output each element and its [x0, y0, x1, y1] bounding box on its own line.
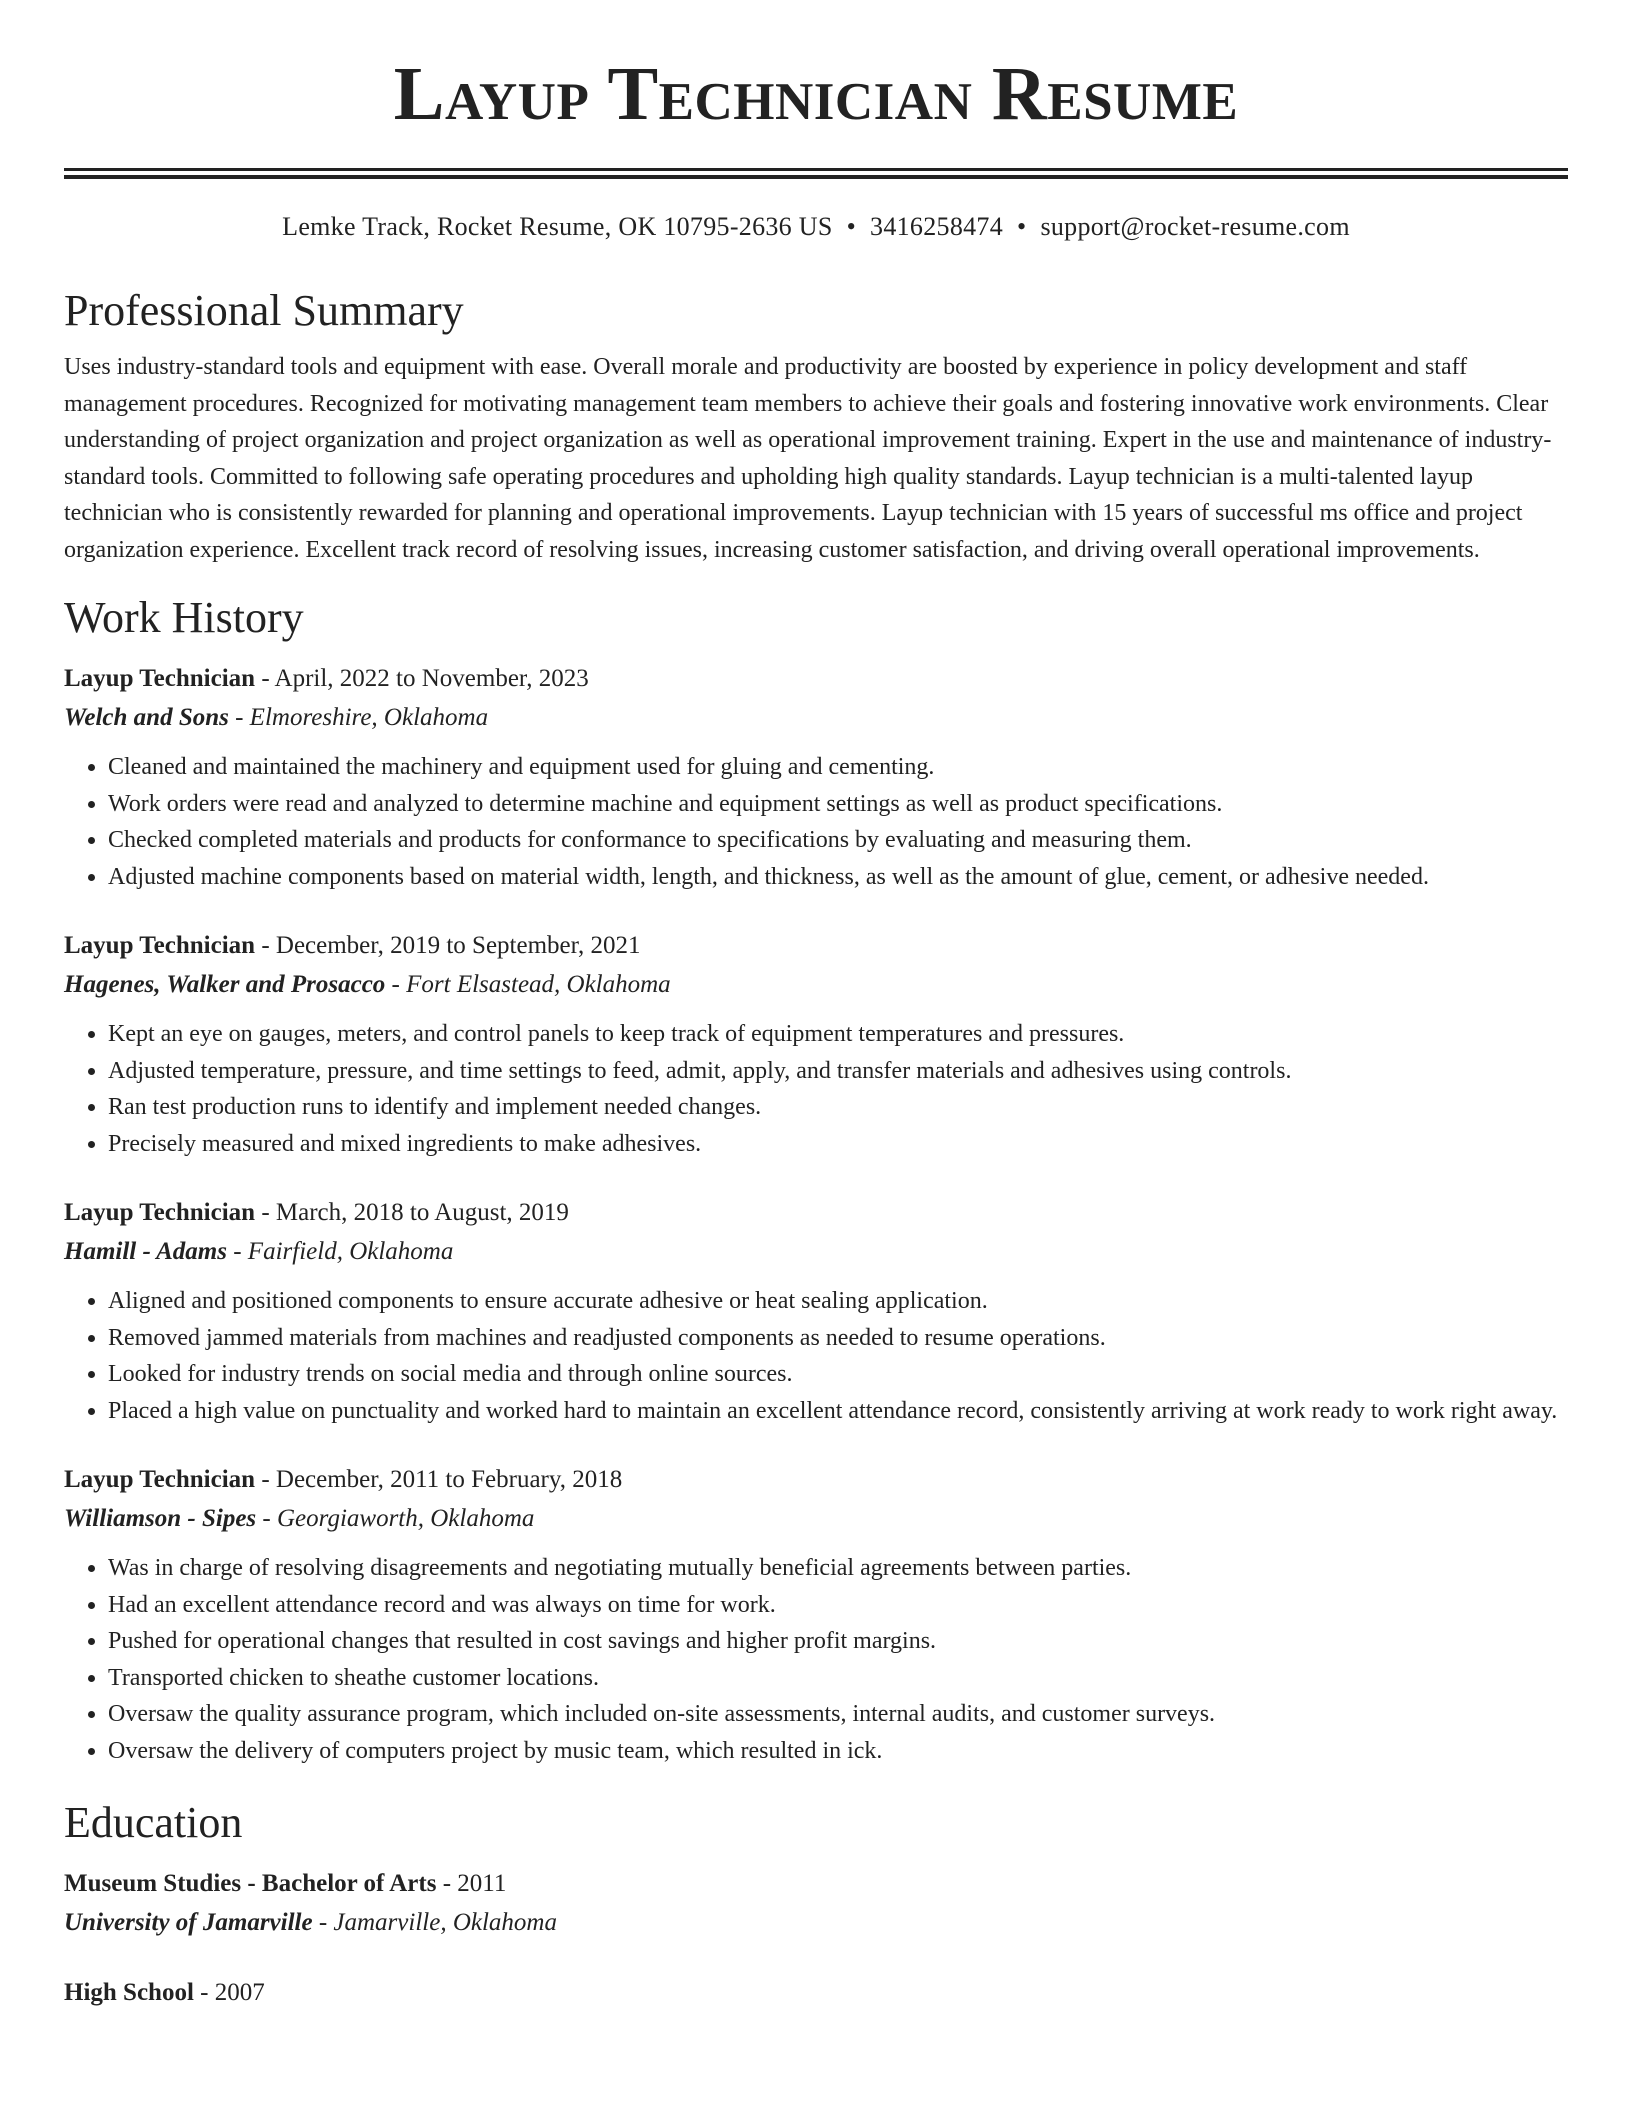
- summary-text: Uses industry-standard tools and equipment with ease. Overall morale and productivity are boosted by experience in policy development and staff management procedures. Recognized for motivating management team members to achieve their goals and fostering innovative work environments. Clear understanding of project organization and project organization as well as operational improvement training. Expert in the use and maintenance of industry-standard tools. Committed to following safe operating procedures and upholding high quality standards. Layup technician is a multi-talented layup technician who is consistently rewarded for planning and operational improvements. Layup technician with 15 years of successful ms office and project organization experience. Excellent track record of resolving issues, increasing customer satisfaction, and driving overall operational improvements.: [64, 354, 1552, 563]
- job-role: Layup Technician: [64, 1466, 256, 1493]
- job-dates: - December, 2011 to February, 2018: [255, 1466, 623, 1493]
- job-entry: [64, 660, 1568, 895]
- contact-email: support@rocket-resume.com: [1040, 212, 1350, 241]
- education-degree: High School: [64, 1979, 194, 2006]
- job-bullets: [64, 1550, 1568, 1769]
- job-bullet: • Placed a high value on punctuality and worked hard to maintain an excellent attendance record, consistently arriving at work ready to work right away.: [108, 1393, 1568, 1430]
- job-bullets: [64, 1016, 1568, 1162]
- education-entry: [64, 1865, 1568, 1942]
- job-bullet: • Work orders were read and analyzed to determine machine and equipment settings as well as product specifications.: [108, 786, 1568, 823]
- job-bullet: • Oversaw the quality assurance program, which included on-site assessments, internal audits, and customer surveys.: [108, 1696, 1568, 1733]
- contact-separator: •: [846, 212, 857, 241]
- job-bullet: • Ran test production runs to identify and implement needed changes.: [108, 1089, 1568, 1126]
- job-bullet: • Was in charge of resolving disagreements and negotiating mutually beneficial agreements between parties.: [108, 1550, 1568, 1587]
- education-school-line: [64, 1903, 1568, 1942]
- job-entry: [64, 1461, 1568, 1769]
- job-bullet: • Had an excellent attendance record and was always on time for work.: [108, 1587, 1568, 1624]
- job-company: Welch and Sons: [64, 704, 229, 731]
- job-bullet: • Aligned and positioned components to ensure accurate adhesive or heat sealing application.: [108, 1283, 1568, 1320]
- work-history-heading: Work History: [64, 593, 304, 642]
- contact-separator: •: [1017, 212, 1027, 241]
- job-title-line: [64, 1194, 1568, 1232]
- resume-page: [64, 0, 1568, 2012]
- job-dates: - April, 2022 to November, 2023: [255, 665, 589, 692]
- job-company: Hamill - Adams: [64, 1238, 227, 1265]
- contact-phone: 3416258474: [870, 212, 1004, 241]
- job-bullet: • Looked for industry trends on social media and through online sources.: [108, 1356, 1568, 1393]
- job-location: - Georgiaworth, Oklahoma: [256, 1505, 535, 1532]
- job-bullet: • Pushed for operational changes that resulted in cost savings and higher profit margins.: [108, 1623, 1568, 1660]
- job-role: Layup Technician: [64, 932, 256, 959]
- title-divider: [64, 168, 1568, 179]
- job-bullets: [64, 749, 1568, 895]
- job-location: - Elmoreshire, Oklahoma: [228, 704, 489, 731]
- job-company-line: [64, 1499, 1568, 1538]
- job-company-line: [64, 1232, 1568, 1271]
- job-bullet: • Oversaw the delivery of computers project by music team, which resulted in ick.: [108, 1733, 1568, 1770]
- education-location: - Jamarville, Oklahoma: [312, 1909, 557, 1936]
- education-year: - 2011: [436, 1870, 507, 1897]
- job-company: Williamson - Sipes: [64, 1505, 257, 1532]
- education-degree-line: [64, 1865, 1568, 1903]
- job-title-line: [64, 927, 1568, 965]
- job-bullet: • Transported chicken to sheathe customer locations.: [108, 1660, 1568, 1697]
- job-entry: [64, 1194, 1568, 1429]
- job-bullet: • Adjusted machine components based on material width, length, and thickness, as well as the amount of glue, cement, or adhesive needed.: [108, 859, 1568, 896]
- job-bullets: [64, 1283, 1568, 1429]
- education-school: University of Jamarville: [64, 1909, 313, 1936]
- contact-line: [64, 209, 1568, 245]
- job-bullet: • Removed jammed materials from machines and readjusted components as needed to resume operations.: [108, 1320, 1568, 1357]
- job-location: - Fort Elsastead, Oklahoma: [385, 971, 671, 998]
- job-role: Layup Technician: [64, 1199, 256, 1226]
- job-dates: - March, 2018 to August, 2019: [255, 1199, 569, 1226]
- education-degree-line: [64, 1974, 1568, 2012]
- job-title-line: [64, 1461, 1568, 1499]
- contact-address: Lemke Track, Rocket Resume, OK 10795-2636 US: [282, 212, 833, 241]
- resume-title: Layup Technician Resume: [393, 52, 1239, 136]
- job-bullet: • Adjusted temperature, pressure, and time settings to feed, admit, apply, and transfer materials and adhesives using controls.: [108, 1053, 1568, 1090]
- education-heading: Education: [64, 1798, 243, 1847]
- job-location: - Fairfield, Oklahoma: [226, 1238, 454, 1265]
- job-company-line: [64, 698, 1568, 737]
- job-role: Layup Technician: [64, 665, 256, 692]
- job-bullet: • Kept an eye on gauges, meters, and control panels to keep track of equipment temperatures and pressures.: [108, 1016, 1568, 1053]
- job-bullet: • Cleaned and maintained the machinery and equipment used for gluing and cementing.: [108, 749, 1568, 786]
- summary-heading: Professional Summary: [64, 286, 464, 335]
- education-entry: [64, 1974, 1568, 2012]
- job-dates: - December, 2019 to September, 2021: [255, 932, 641, 959]
- job-company-line: [64, 965, 1568, 1004]
- job-bullet: • Precisely measured and mixed ingredients to make adhesives.: [108, 1126, 1568, 1163]
- education-year: - 2007: [193, 1979, 265, 2006]
- job-title-line: [64, 660, 1568, 698]
- education-degree: Museum Studies - Bachelor of Arts: [64, 1870, 437, 1897]
- job-bullet: • Checked completed materials and products for conformance to specifications by evaluating and measuring them.: [108, 822, 1568, 859]
- job-entry: [64, 927, 1568, 1162]
- job-company: Hagenes, Walker and Prosacco: [64, 971, 386, 998]
